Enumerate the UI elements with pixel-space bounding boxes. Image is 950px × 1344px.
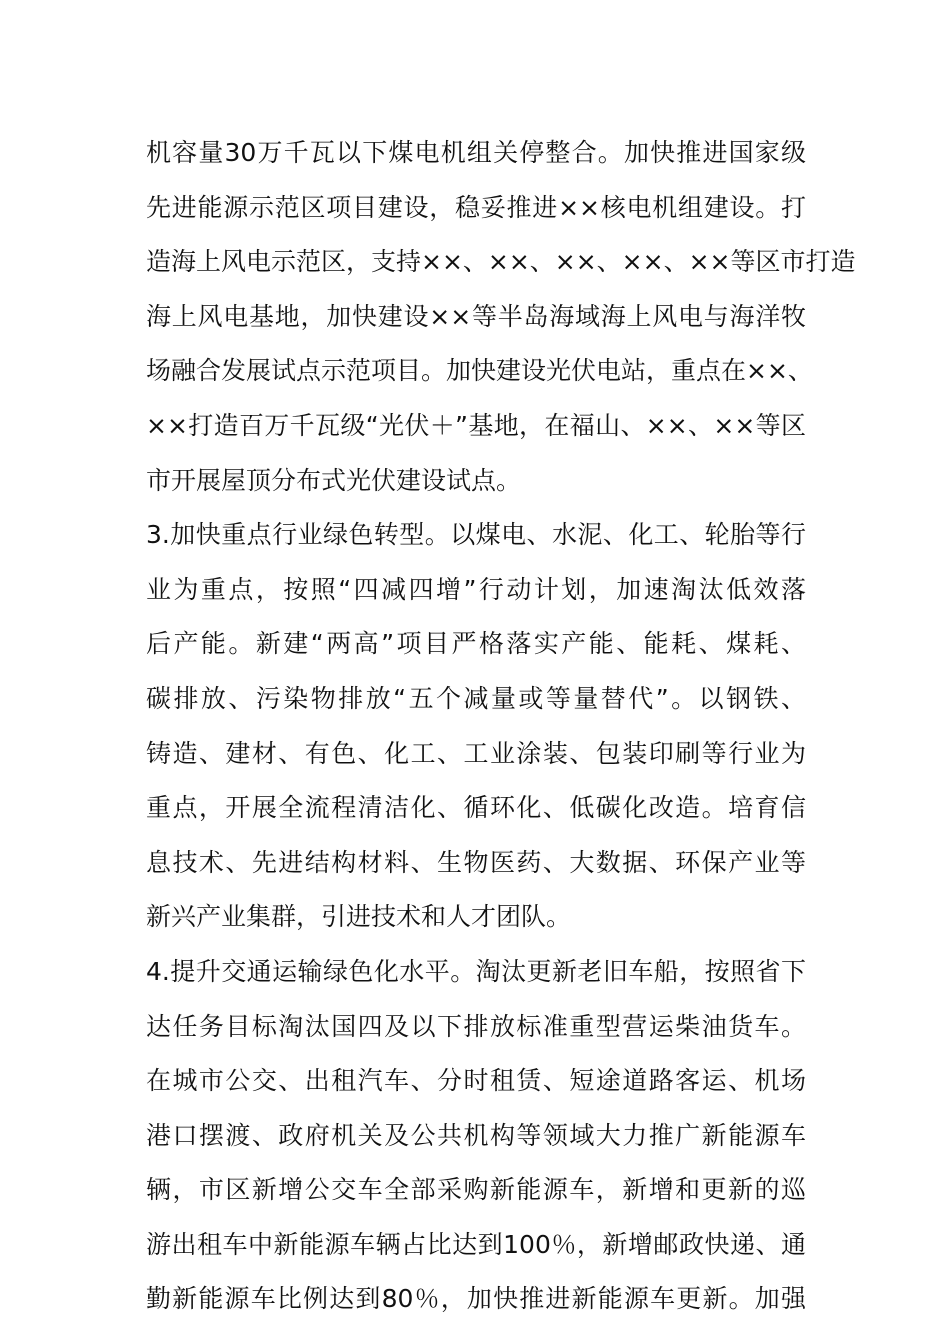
text-line: 后产能。新建“两高”项目严格落实产能、能耗、煤耗、: [146, 629, 806, 659]
text-line: 息技术、先进结构材料、生物医药、大数据、环保产业等: [146, 847, 806, 877]
text-line: 在城市公交、出租汽车、分时租赁、短途道路客运、机场: [146, 1066, 806, 1096]
text-line: 造海上风电示范区，支持××、××、××、××、××等区市打造: [146, 247, 856, 277]
document-body: [146, 126, 856, 1327]
text-line: 机容量30万千瓦以下煤电机组关停整合。加快推进国家级: [146, 138, 806, 167]
text-line: 重点，开展全流程清洁化、循环化、低碳化改造。培育信: [146, 793, 806, 823]
text-line: 4.提升交通运输绿色化水平。淘汰更新老旧车船，按照省下: [146, 956, 806, 986]
text-line: 辆，市区新增公交车全部采购新能源车，新增和更新的巡: [146, 1175, 806, 1205]
text-line: 港口摆渡、政府机关及公共机构等领域大力推广新能源车: [146, 1120, 806, 1150]
text-line: ××打造百万千瓦级“光伏＋”基地，在福山、××、××等区: [146, 410, 806, 440]
text-line: 勤新能源车比例达到80％，加快推进新能源车更新。加强: [146, 1284, 806, 1314]
text-line: 游出租车中新能源车辆占比达到100％，新增邮政快递、通: [146, 1229, 806, 1259]
text-line: 先进能源示范区项目建设，稳妥推进××核电机组建设。打: [146, 192, 806, 222]
text-line: 海上风电基地，加快建设××等半岛海域海上风电与海洋牧: [146, 301, 806, 331]
text-line: 新兴产业集群，引进技术和人才团队。: [146, 902, 572, 932]
text-line: 市开展屋顶分布式光伏建设试点。: [146, 465, 522, 495]
text-line: 铸造、建材、有色、化工、工业涂装、包装印刷等行业为: [146, 738, 806, 768]
text-line: 场融合发展试点示范项目。加快建设光伏电站，重点在××、: [146, 356, 813, 386]
text-line: 碳排放、污染物排放“五个减量或等量替代”。以钢铁、: [146, 683, 806, 713]
text-line: 达任务目标淘汰国四及以下排放标准重型营运柴油货车。: [146, 1011, 806, 1041]
text-line: 3.加快重点行业绿色转型。以煤电、水泥、化工、轮胎等行: [146, 520, 806, 550]
text-line: 业为重点，按照“四减四增”行动计划，加速淘汰低效落: [146, 574, 806, 604]
